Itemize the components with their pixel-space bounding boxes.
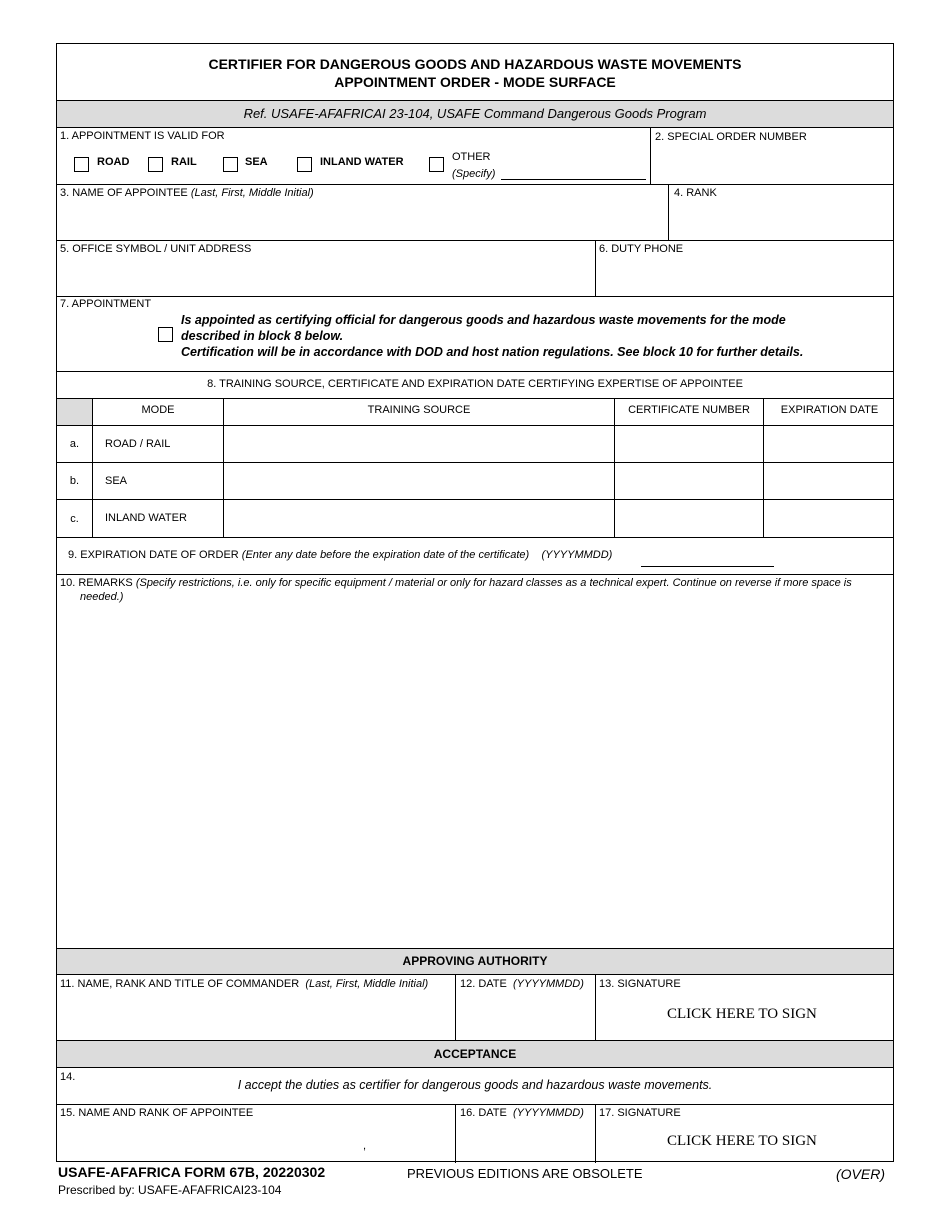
block7-label: 7. APPOINTMENT (60, 298, 152, 310)
commander-name-field[interactable] (58, 992, 454, 1039)
training-table-corner (57, 399, 92, 425)
other-checkbox[interactable] (429, 157, 444, 172)
inland-water-checkbox[interactable] (297, 157, 312, 172)
block16-label: 16. DATE (YYYYMMDD) (460, 1107, 584, 1119)
road-rail-expiration-date-field[interactable] (764, 426, 894, 462)
special-order-number-field[interactable] (651, 144, 894, 183)
appointment-checkbox[interactable] (158, 327, 173, 342)
inland-water-expiration-date-field[interactable] (764, 500, 894, 536)
road-rail-certificate-number-field[interactable] (615, 426, 763, 462)
acceptance-statement: I accept the duties as certifier for dangerous goods and hazardous waste movements. (237, 1078, 713, 1092)
inland-water-certificate-number-field[interactable] (615, 500, 763, 536)
sea-checkbox-label: SEA (245, 156, 268, 168)
block3-label: 3. NAME OF APPOINTEE (Last, First, Middle Initial) (60, 187, 314, 199)
duty-phone-field[interactable] (596, 256, 894, 295)
order-expiration-date-input[interactable] (641, 566, 774, 567)
appointment-text-line3: Certification will be in accordance with DOD and host nation regulations. See block 10 for further details. (181, 345, 804, 359)
form-id: USAFE-AFAFRICA FORM 67B, 20220302 (58, 1164, 326, 1180)
form-title-line2: APPOINTMENT ORDER - MODE SURFACE (334, 74, 616, 90)
column-header-mode: MODE (141, 404, 175, 416)
approval-date-field[interactable] (456, 992, 594, 1039)
reference-text: Ref. USAFE-AFAFRICAI 23-104, USAFE Command Dangerous Goods Program (243, 106, 707, 121)
sea-expiration-date-field[interactable] (764, 463, 894, 499)
acceptance-header: ACCEPTANCE (433, 1047, 517, 1061)
block6-label: 6. DUTY PHONE (599, 243, 684, 255)
rail-checkbox[interactable] (148, 157, 163, 172)
block8-label: 8. TRAINING SOURCE, CERTIFICATE AND EXPIRATION DATE CERTIFYING EXPERTISE OF APPOINTEE (207, 378, 743, 390)
appointee-name-rank-value: , (363, 1140, 367, 1152)
over-notice: (OVER) (836, 1166, 885, 1182)
table-row-letter: c. (70, 513, 79, 525)
other-checkbox-label: OTHER (452, 151, 491, 163)
sea-certificate-number-field[interactable] (615, 463, 763, 499)
approving-authority-header: APPROVING AUTHORITY (402, 954, 548, 968)
acceptance-band (57, 1041, 893, 1067)
inland-water-checkbox-label: INLAND WATER (320, 156, 404, 168)
sea-training-source-field[interactable] (224, 463, 614, 499)
block15-label: 15. NAME AND RANK OF APPOINTEE (60, 1107, 254, 1119)
block14-label: 14. (60, 1071, 76, 1083)
other-specify-input[interactable] (501, 179, 646, 180)
block9-label: 9. EXPIRATION DATE OF ORDER (Enter any date before the expiration date of the certificate) (YYYYMMDD) (68, 549, 613, 561)
block12-label: 12. DATE (YYYYMMDD) (460, 978, 584, 990)
block10-label: 10. REMARKS (Specify restrictions, i.e. only for specific equipment / material or only for hazard classes as a technical expert. Continue on reverse if more space is (60, 577, 852, 589)
rank-field[interactable] (669, 200, 894, 239)
table-row-mode: INLAND WATER (105, 512, 187, 524)
office-symbol-field[interactable] (58, 256, 593, 295)
block10-hint-line2: needed.) (80, 591, 124, 603)
road-rail-training-source-field[interactable] (224, 426, 614, 462)
form-title-line1: CERTIFIER FOR DANGEROUS GOODS AND HAZARDOUS WASTE MOVEMENTS (208, 56, 742, 72)
sea-checkbox[interactable] (223, 157, 238, 172)
appointee-name-rank-field[interactable] (58, 1121, 454, 1162)
block17-label: 17. SIGNATURE (599, 1107, 681, 1119)
appointment-text-line1: Is appointed as certifying official for dangerous goods and hazardous waste movements for the mode (181, 313, 786, 327)
column-header-expiration-date: EXPIRATION DATE (780, 404, 879, 416)
other-specify-hint: (Specify) (452, 168, 496, 180)
table-row-letter: b. (69, 475, 80, 487)
road-checkbox[interactable] (74, 157, 89, 172)
road-checkbox-label: ROAD (97, 156, 130, 168)
block11-label: 11. NAME, RANK AND TITLE OF COMMANDER (Last, First, Middle Initial) (60, 978, 429, 990)
inland-water-training-source-field[interactable] (224, 500, 614, 536)
table-row-letter: a. (69, 438, 80, 450)
column-header-training-source: TRAINING SOURCE (367, 404, 471, 416)
commander-sign-button[interactable]: CLICK HERE TO SIGN (667, 1006, 817, 1022)
block13-label: 13. SIGNATURE (599, 978, 681, 990)
appointee-sign-button[interactable]: CLICK HERE TO SIGN (667, 1133, 817, 1149)
column-header-certificate-number: CERTIFICATE NUMBER (628, 404, 750, 416)
table-row-mode: ROAD / RAIL (105, 438, 171, 450)
reference-band (57, 101, 893, 127)
block1-label: 1. APPOINTMENT IS VALID FOR (60, 130, 225, 142)
block2-label: 2. SPECIAL ORDER NUMBER (655, 131, 807, 143)
table-row-mode: SEA (105, 475, 128, 487)
block4-label: 4. RANK (674, 187, 717, 199)
form-container (56, 43, 894, 1162)
obsolete-notice: PREVIOUS EDITIONS ARE OBSOLETE (407, 1166, 643, 1181)
rail-checkbox-label: RAIL (171, 156, 197, 168)
approving-authority-band (57, 949, 893, 974)
remarks-field[interactable] (58, 606, 894, 946)
acceptance-date-field[interactable] (456, 1121, 594, 1162)
prescribed-by: Prescribed by: USAFE-AFAFRICAI23-104 (58, 1183, 282, 1197)
appointment-text-line2: described in block 8 below. (181, 329, 344, 343)
appointee-name-field[interactable] (58, 200, 666, 239)
block5-label: 5. OFFICE SYMBOL / UNIT ADDRESS (60, 243, 252, 255)
